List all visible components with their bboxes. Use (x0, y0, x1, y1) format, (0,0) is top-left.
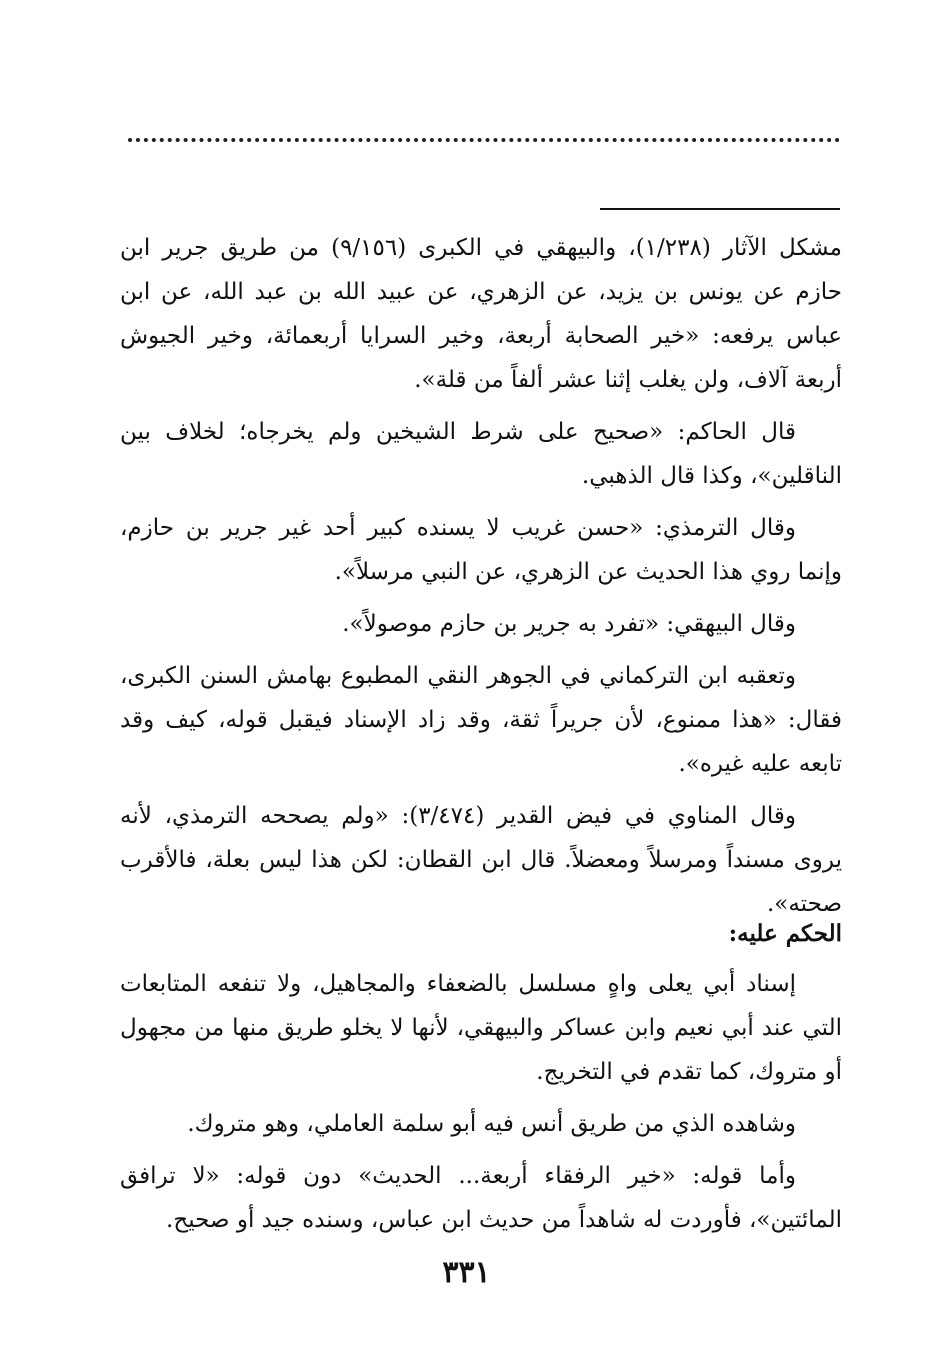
dotted-separator (128, 138, 840, 142)
ruling-paragraph: وأما قوله: «خير الرفقاء أربعة... الحديث» دون قوله: «لا ترافق المائتين»، فأوردت له شاهداً من حديث ابن عباس، وسنده جيد أو صحيح. (120, 1163, 842, 1233)
footnote-paragraph: قال الحاكم: «صحيح على شرط الشيخين ولم يخرجاه؛ لخلاف بين الناقلين»، وكذا قال الذهبي. (120, 419, 842, 489)
ruling-paragraph: إسناد أبي يعلى واهٍ مسلسل بالضعفاء والمجاهيل، ولا تنفعه المتابعات التي عند أبي نعيم وابن عساكر والبيهقي، لأنها لا يخلو طريق منها من مجهول أو متروك، كما تقدم في التخريج. (120, 971, 842, 1085)
footnote-paragraph: وتعقبه ابن التركماني في الجوهر النقي المطبوع بهامش السنن الكبرى، فقال: «هذا ممنوع، لأن جريراً ثقة، وقد زاد الإسناد فيقبل قوله، كيف وقد تابعه عليه غيره». (120, 663, 842, 777)
footnote-continuation (120, 226, 842, 934)
footnote-paragraph: وقال المناوي في فيض القدير (٣/٤٧٤): «ولم يصححه الترمذي، لأنه يروى مسنداً ومرسلاً ومعضلاً. قال ابن القطان: لكن هذا ليس بعلة، فالأقرب صحته». (120, 803, 842, 917)
ruling-section (120, 912, 842, 1250)
page-number: ٣٣١ (442, 1255, 491, 1290)
footnote-paragraph: مشكل الآثار (١/٢٣٨)، والبيهقي في الكبرى (٩/١٥٦) من طريق جرير ابن حازم عن يونس بن يزيد، عن الزهري، عن عبيد الله بن عبد الله، عن ابن عباس يرفعه: «خير الصحابة أربعة، وخير السرايا أربعمائة، وخير الجيوش أربعة آلاف، ولن يغلب إثنا عشر ألفاً من قلة». (120, 235, 843, 393)
footnote-rule (600, 208, 840, 210)
ruling-paragraph: وشاهده الذي من طريق أنس فيه أبو سلمة العاملي، وهو متروك. (187, 1111, 796, 1137)
section-heading: الحكم عليه: (728, 920, 842, 947)
footnote-paragraph: وقال البيهقي: «تفرد به جرير بن حازم موصولاً». (342, 611, 796, 637)
footnote-paragraph: وقال الترمذي: «حسن غريب لا يسنده كبير أحد غير جرير بن حازم، وإنما روي هذا الحديث عن الزهري، عن النبي مرسلاً». (120, 515, 842, 585)
